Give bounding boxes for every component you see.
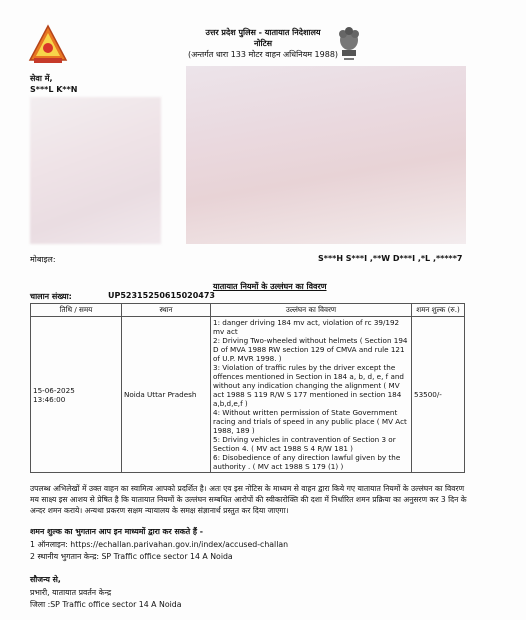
redacted-image-left — [30, 97, 161, 244]
payment-heading: शमन शुल्क का भुगतान आप इन माध्यमों द्वारा कर सकते हैं - — [30, 527, 203, 536]
offence-item: 4: Without written permission of State Government racing and trials of speed in any public place ( MV Act 1988, 189 ) — [213, 408, 407, 435]
act-line: (अन्तर्गत धारा 133 मोटर वाहन अधिनियम 1988) — [187, 50, 339, 59]
violation-title: यातायात नियमों के उल्लंघन का विवरण — [213, 282, 327, 291]
payment-local-center: 2 स्थानीय भुगतान केन्द्र: SP Traffic office sector 14 A Noida — [30, 552, 233, 561]
col-date-time: तिथि / समय — [31, 304, 122, 317]
table-header-row — [31, 304, 465, 317]
redacted-image-right — [186, 66, 466, 244]
challan-number: UP52315250615020473 — [108, 291, 215, 300]
cell-fine: 53500/- — [412, 317, 465, 473]
offence-time: 13:46:00 — [33, 394, 66, 404]
col-fine: शमन शुल्क (रु.) — [412, 304, 465, 317]
offence-item: 1: danger driving 184 mv act, violation of rc 39/192 mv act — [213, 318, 400, 336]
challan-label: चालान संख्या: — [30, 292, 72, 301]
table-row — [31, 317, 465, 473]
officer-line: प्रभारी, यातायात प्रवर्तन केन्द्र — [30, 588, 112, 597]
offence-item: 2: Driving Two-wheeled without helmets ( Section 194 D of MVA 1988 RW section 129 of CMVA and rule 121 of U.P. MVR 1998. ) — [213, 336, 408, 363]
cell-date-time — [31, 317, 122, 473]
offence-date: 15-06-2025 — [33, 385, 75, 395]
courtesy-line: सौजन्य से, — [30, 575, 61, 584]
mobile-label: मोबाइल: — [30, 255, 56, 264]
offence-item: 3: Violation of traffic rules by the driver except the offences mentioned in Section in 184 a, b, d, e, f and without any indication changing the alignment ( MV act 1988 S 119 R/W S 177 mentioned in section 184 a,b,d,e,f ) — [213, 363, 404, 408]
notice-paragraph: उपलब्ध अभिलेखों में उक्त वाहन का स्वामित्व आपको प्रदर्शित है। अतः एव इस नोटिस के माध्यम से वाहन द्वारा किये गए यातायात नियमों के उल्लंघन का विवरण मय साक्ष्य इस आशय से प्रेषित है कि यातायात नियमों के उल्लंघन सम्बधित आरोपों की स्वीकारोक्ति की दशा में निर्धारित शमन प्रक्रिया का अनुसरण कर 3 दिन के अन्दर शमन कराये। अन्यथा प्रकरण सक्षम न्यायालय के समक्ष संज्ञानार्थ प्रस्तुत कर दिया जाएगा। — [30, 484, 467, 515]
payment-online-link[interactable]: 1 ऑनलाइन: https://echallan.parivahan.gov.in/index/accused-challan — [30, 540, 289, 549]
district-line: जिला :SP Traffic office sector 14 A Noida — [30, 600, 182, 609]
notice-title: नोटिस — [253, 39, 273, 48]
mobile-value: S***H S***I ,**W D***I ,*L ,*****7 — [318, 254, 463, 263]
offence-item: 6: Disobedience of any direction lawful given by the authority . ( MV act 1988 S 179 (1) ) — [213, 453, 401, 471]
col-offence: उल्लंघन का विवरण — [211, 304, 412, 317]
salutation: सेवा में, — [30, 74, 53, 83]
offence-item: 5: Driving vehicles in contravention of Section 3 or Section 4. ( MV act 1988 S 4 R/W 181 ) — [213, 435, 396, 453]
col-place: स्थान — [122, 304, 211, 317]
cell-offences — [211, 317, 412, 473]
addressee-name: S***L K**N — [30, 85, 78, 94]
violation-table — [30, 303, 465, 473]
org-title: उत्तर प्रदेश पुलिस - यातायात निदेशालय — [205, 28, 321, 37]
cell-place: Noida Uttar Pradesh — [122, 317, 211, 473]
